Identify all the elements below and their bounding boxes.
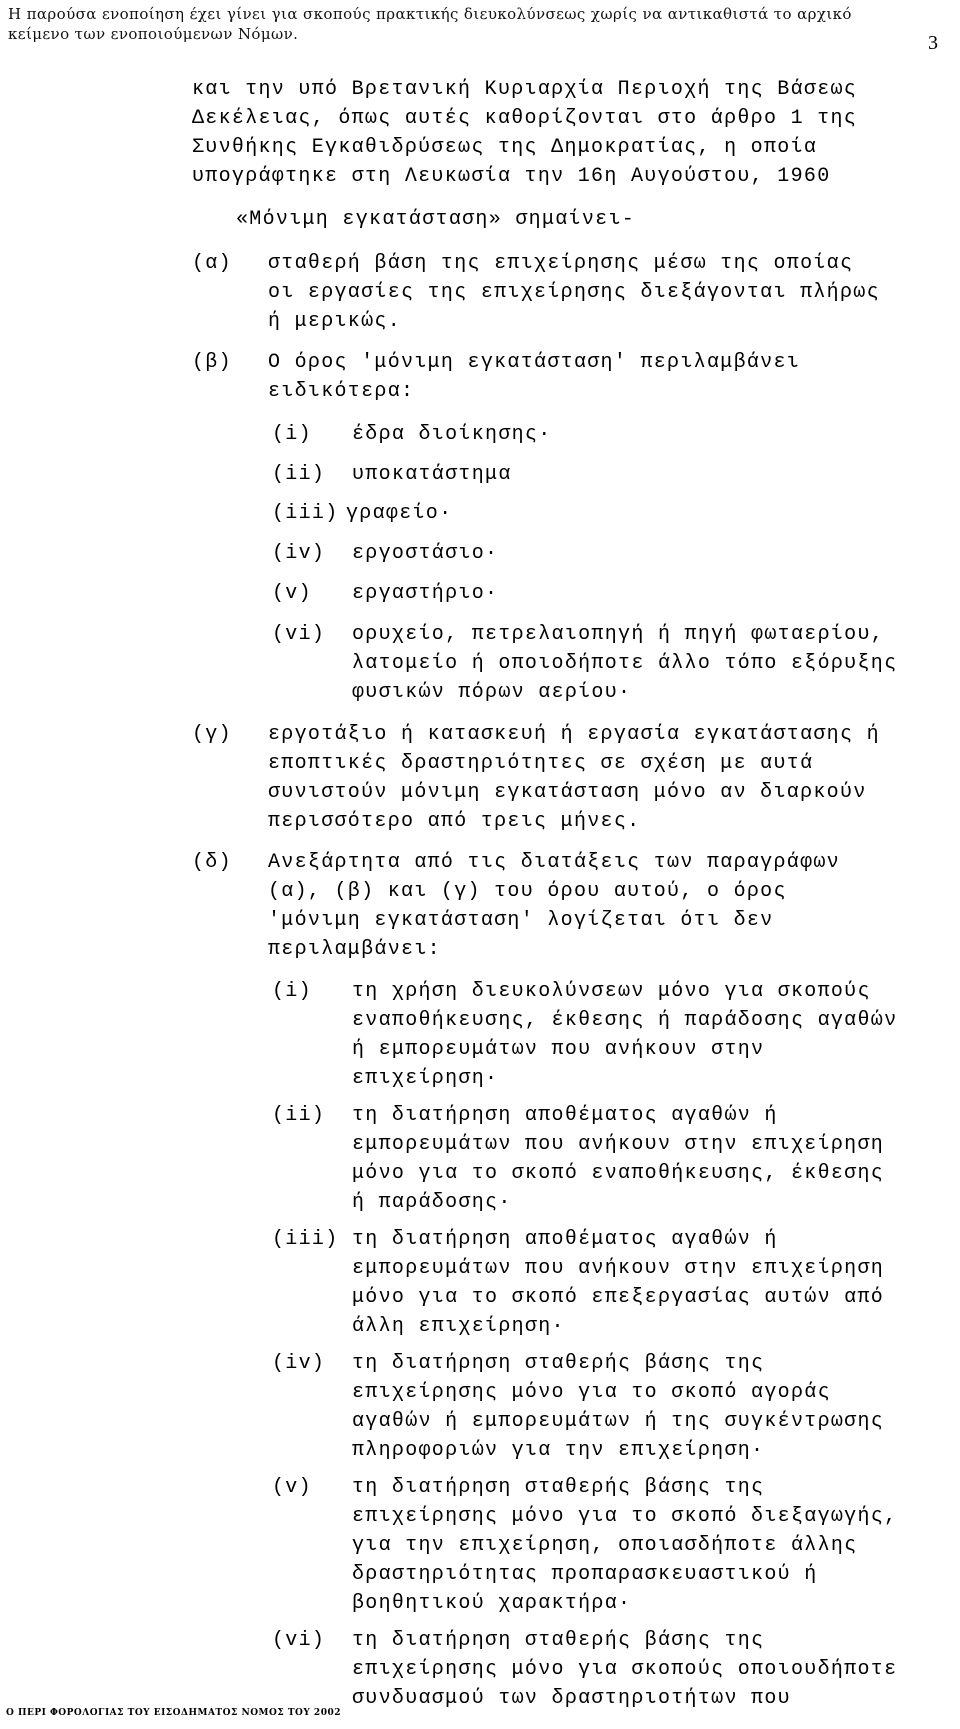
item-line: φυσικών πόρων αερίου· [352,681,632,704]
item-label: (i) [272,980,312,1003]
item-line: συνδυασμού των δραστηριοτήτων που [352,1687,791,1710]
item-line: τη διατήρηση αποθέματος αγαθών ή [352,1228,778,1251]
paragraph-line: περισσότερο από τρεις μήνες. [268,810,641,833]
item-line: μόνο για το σκοπό εναποθήκευσης, έκθεσης [352,1162,885,1185]
item-line: επιχείρησης μόνο για το σκοπό διεξαγωγής, [352,1505,898,1528]
item-line: υποκατάστημα [352,463,512,486]
paragraph-line: εποπτικές δραστηριότητες σε σχέση με αυτά [268,752,814,775]
paragraph-label: (α) [192,252,232,275]
item-line: ή εμπορευμάτων που ανήκουν στην [352,1038,765,1061]
item-line: βοηθητικού χαρακτήρα· [352,1592,632,1615]
item-line: τη διατήρηση σταθερής βάσης της [352,1476,765,1499]
item-line: άλλη επιχείρηση· [352,1315,565,1338]
paragraph-line: ή μερικώς. [268,310,402,333]
item-line: εργαστήριο· [352,582,499,605]
item-line: τη διατήρηση σταθερής βάσης της [352,1352,765,1375]
item-line: επιχείρηση· [352,1067,499,1090]
paragraph-line: σταθερή βάση της επιχείρησης μέσω της οποίας [268,252,854,275]
item-line: εμπορευμάτων που ανήκουν στην επιχείρηση [352,1257,885,1280]
item-label: (iii) [272,1228,339,1251]
item-line: γραφείο· [346,502,453,525]
item-line: τη διατήρηση αποθέματος αγαθών ή [352,1104,778,1127]
page-number: 3 [928,32,938,54]
item-label: (ii) [272,1104,326,1127]
item-line: ορυχείο, πετρελαιοπηγή ή πηγή φωταερίου, [352,623,885,646]
paragraph-line: ειδικότερα: [268,380,415,403]
item-line: λατομείο ή οποιοδήποτε άλλο τόπο εξόρυξης [352,652,898,675]
item-label: (iv) [272,542,326,565]
paragraph-label: (γ) [192,723,232,746]
item-line: πληροφοριών για την επιχείρηση· [352,1439,765,1462]
intro-line: Δεκέλειας, όπως αυτές καθορίζονται στο άρθρο 1 της [192,107,858,130]
item-line: έδρα διοίκησης· [352,423,552,446]
item-label: (ii) [272,463,326,486]
paragraph-line: Ανεξάρτητα από τις διατάξεις των παραγράφων [268,851,840,874]
consolidation-disclaimer: Η παρούσα ενοποίηση έχει γίνει για σκοπούς πρακτικής διευκολύνσεως χωρίς να αντικαθιστά το αρχικό κείμενο των ενοποιούμενων Νόμων. [8,5,852,43]
item-line: εργοστάσιο· [352,542,499,565]
item-line: επιχείρησης μόνο για το σκοπό αγοράς [352,1381,831,1404]
paragraph-line: Ο όρος 'μόνιμη εγκατάσταση' περιλαμβάνει [268,351,801,374]
item-line: αγαθών ή εμπορευμάτων ή της συγκέντρωσης [352,1410,885,1433]
item-line: τη διατήρηση σταθερής βάσης της [352,1629,765,1652]
item-label: (vi) [272,1629,326,1652]
paragraph-line: περιλαμβάνει: [268,938,441,961]
item-label: (v) [272,582,312,605]
item-line: επιχείρησης μόνο για σκοπούς οποιουδήποτε [352,1658,898,1681]
item-label: (iv) [272,1352,326,1375]
paragraph-line: εργοτάξιο ή κατασκευή ή εργασία εγκατάστασης ή [268,723,880,746]
paragraph-label: (β) [192,351,232,374]
item-line: εναποθήκευσης, έκθεσης ή παράδοσης αγαθών [352,1009,898,1032]
item-label: (vi) [272,623,326,646]
law-title-footer: Ο ΠΕΡΙ ΦΟΡΟΛΟΓΙΑΣ ΤΟΥ ΕΙΣΟΔΗΜΑΤΟΣ ΝΟΜΟΣ ΤΟΥ 2002 [6,1708,341,1718]
paragraph-label: (δ) [192,851,232,874]
definition-heading: «Μόνιμη εγκατάσταση» σημαίνει- [236,208,636,231]
item-line: μόνο για το σκοπό επεξεργασίας αυτών από [352,1286,885,1309]
paragraph-line: οι εργασίες της επιχείρησης διεξάγονται πλήρως [268,281,880,304]
item-line: τη χρήση διευκολύνσεων μόνο για σκοπούς [352,980,871,1003]
item-line: δραστηριότητας προπαρασκευαστικού ή [352,1563,818,1586]
item-label: (i) [272,423,312,446]
intro-line: και την υπό Βρετανική Κυριαρχία Περιοχή της Βάσεως [192,78,858,101]
paragraph-line: 'μόνιμη εγκατάσταση' λογίζεται ότι δεν [268,909,774,932]
item-label: (v) [272,1476,312,1499]
paragraph-line: συνιστούν μόνιμη εγκατάσταση μόνο αν διαρκούν [268,781,867,804]
intro-line: υπογράφτηκε στη Λευκωσία την 16η Αυγούστου, 1960 [192,165,831,188]
item-line: για την επιχείρηση, οποιασδήποτε άλλης [352,1534,858,1557]
item-line: εμπορευμάτων που ανήκουν στην επιχείρηση [352,1133,885,1156]
item-label: (iii) [272,502,339,525]
intro-line: Συνθήκης Εγκαθιδρύσεως της Δημοκρατίας, η οποία [192,136,818,159]
item-line: ή παράδοσης· [352,1191,512,1214]
paragraph-line: (α), (β) και (γ) του όρου αυτού, ο όρος [268,880,787,903]
